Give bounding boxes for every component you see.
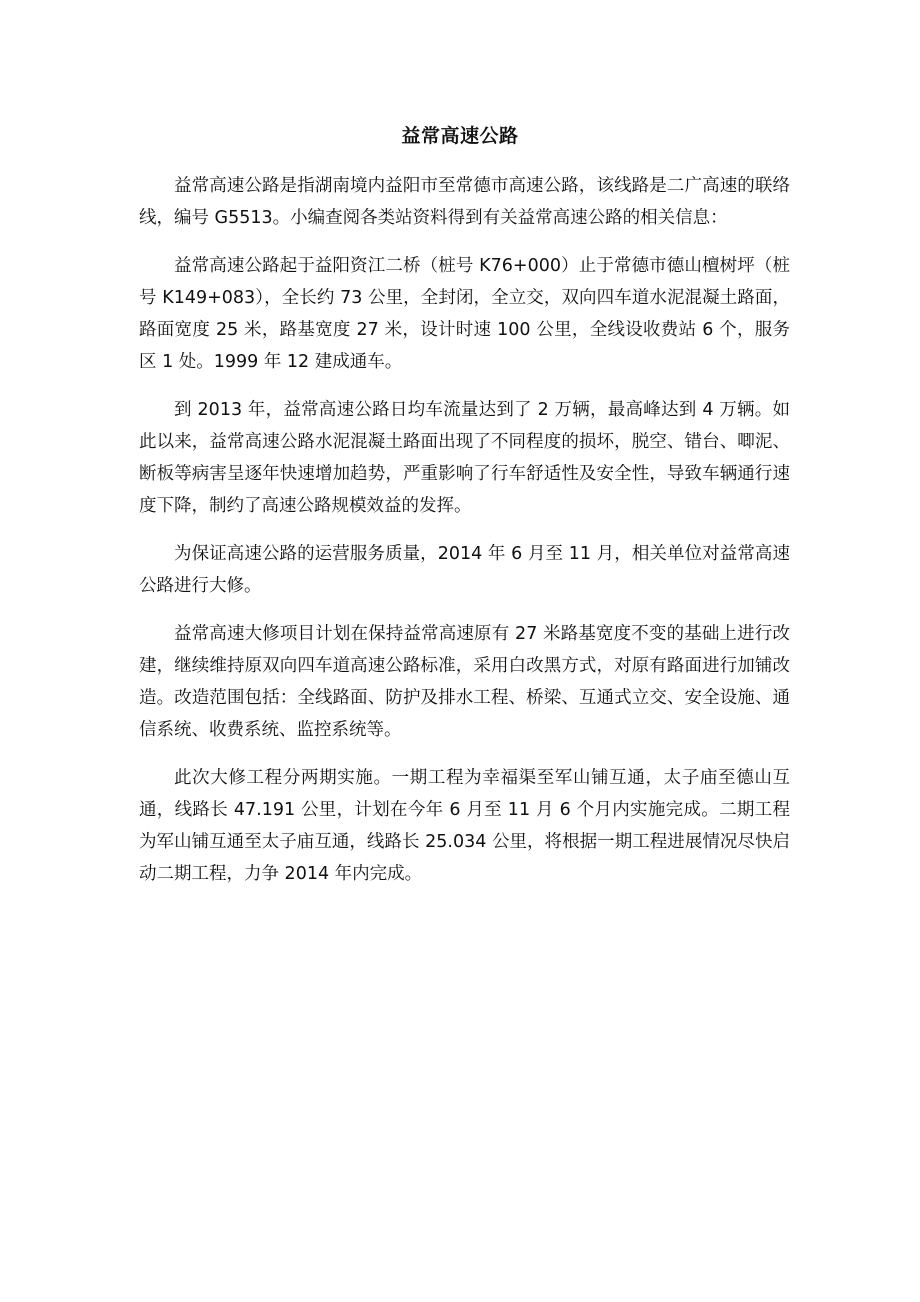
document-body bbox=[139, 170, 790, 906]
paragraph-route-specs: 益常高速公路起于益阳资江二桥（桩号 K76+000）止于常德市德山檀树坪（桩号 K149+083），全长约 73 公里，全封闭，全立交，双向四车道水泥混凝土路面，路面宽度 25 米，路基宽度 27 米，设计时速 100 公里，全线设收费站 6 个，服务区 1 处。1999 年 12 建成通车。 bbox=[139, 256, 790, 372]
paragraph-repair-schedule: 为保证高速公路的运营服务质量，2014 年 6 月至 11 月，相关单位对益常高速公路进行大修。 bbox=[139, 544, 790, 596]
paragraph-phases: 此次大修工程分两期实施。一期工程为幸福渠至军山铺互通，太子庙至德山互通，线路长 47.191 公里，计划在今年 6 月至 11 月 6 个月内实施完成。二期工程为军山铺互通至太子庙互通，线路长 25.034 公里，将根据一期工程进展情况尽快启动二期工程，力争 2014 年内完成。 bbox=[139, 768, 790, 884]
paragraph-repair-plan: 益常高速大修项目计划在保持益常高速原有 27 米路基宽度不变的基础上进行改建，继续维持原双向四车道高速公路标准，采用白改黑方式，对原有路面进行加铺改造。改造范围包括：全线路面、防护及排水工程、桥梁、互通式立交、安全设施、通信系统、收费系统、监控系统等。 bbox=[139, 624, 790, 740]
paragraph-intro: 益常高速公路是指湖南境内益阳市至常德市高速公路，该线路是二广高速的联络线，编号 G5513。小编查阅各类站资料得到有关益常高速公路的相关信息： bbox=[139, 176, 790, 228]
paragraph-traffic-damage: 到 2013 年，益常高速公路日均车流量达到了 2 万辆，最高峰达到 4 万辆。如此以来，益常高速公路水泥混凝土路面出现了不同程度的损坏，脱空、错台、唧泥、断板等病害呈逐年快速增加趋势，严重影响了行车舒适性及安全性，导致车辆通行速度下降，制约了高速公路规模效益的发挥。 bbox=[139, 400, 790, 516]
document-title: 益常高速公路 bbox=[401, 125, 519, 147]
